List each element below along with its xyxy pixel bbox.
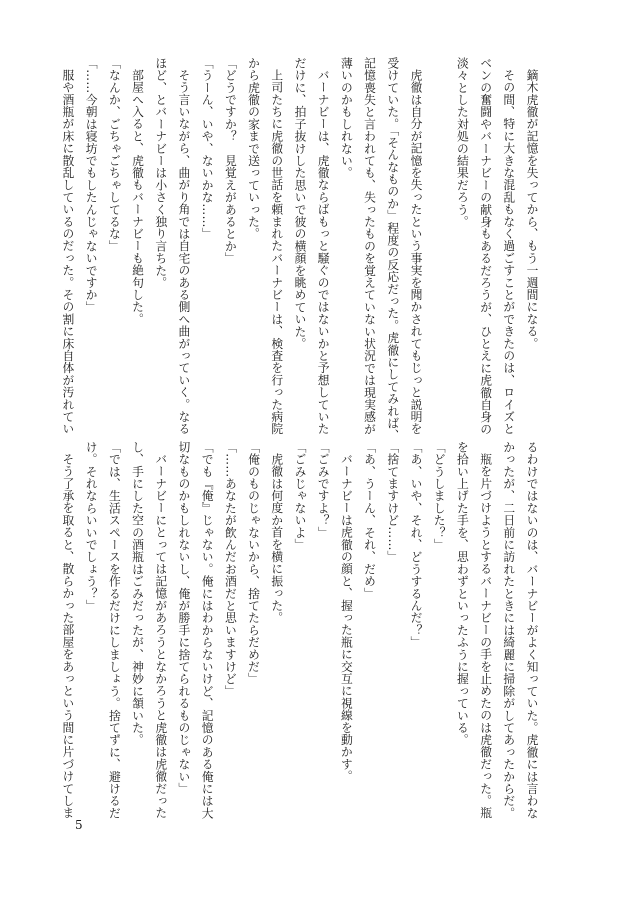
text-line: 「うーん、いや、ないかな……」	[200, 57, 215, 240]
text-block-bottom	[60, 441, 543, 820]
text-line: 「ごみじゃないよ」	[292, 441, 307, 551]
text-line: 淡々とした対処の結果だろう。	[455, 57, 470, 228]
text-line: バーナビーは、虎徹ならばもっと騒ぐのではないかと予想していた	[316, 68, 331, 435]
text-line: そう言いながら、曲がり角では自宅のある側へ曲がっていく。なる	[176, 68, 191, 435]
text-line: ほど、とバーナビーは小さく独り言ちた。	[153, 57, 168, 289]
text-line: 「……今朝は寝坊でもしたんじゃないですか」	[84, 57, 99, 314]
text-line: 「あ、うーん、それ、だめ」	[362, 441, 377, 600]
text-line: その間、特に大きな混乱もなく過ごすことができたのは、ロイズと	[501, 68, 516, 435]
text-line: し、手にした空の酒瓶はごみだったが、神妙に頷いた。	[130, 441, 145, 746]
text-line: 「では、生活スペースを作るだけにしましょう。捨てずに、避けるだ	[107, 441, 122, 820]
text-line: だけに、拍子抜けした思いで彼の横顔を眺めていた。	[292, 57, 307, 350]
text-line: 「……あなたが飲んだお酒だと思いますけど」	[223, 441, 238, 698]
text-line: バーナビーにとっては記憶があろうとなかろうと虎徹は虎徹だった	[153, 452, 168, 819]
text-line	[427, 57, 450, 393]
text-line: 切なものかもしれないし、俺が勝手に捨てられるものじゃない」	[176, 441, 191, 795]
text-line: 記憶喪失と言われても、失ったものを覚えていない状況では現実感が	[362, 57, 377, 436]
text-line: るわけではないのは、バーナビーがよく知っていた。虎徹には言わな	[525, 441, 539, 820]
text-line: 鏑木虎徹が記憶を失ってから、もう一週間になる。	[525, 68, 539, 350]
text-line: 虎徹は何度か首を横に振った。	[269, 452, 284, 624]
text-line: 受けていた。「そんなものか」程度の反応だった。虎徹にしてみれば、	[385, 57, 400, 442]
text-line: 「なんか、ごちゃごちゃしてるな」	[107, 57, 122, 253]
text-line: から虎徹の家まで送っていった。	[246, 57, 261, 240]
text-line: 薄いのかもしれない。	[339, 57, 354, 179]
text-line: 虎徹は自分が記憶を失ったという事実を聞かされてもじっと説明を	[408, 68, 423, 435]
text-line: ベンの奮闘やバーナビーの献身もあるだろうが、ひとえに虎徹自身の	[478, 57, 493, 436]
text-line: 上司たちに虎徹の世話を頼まれたバーナビーは、検査を行った病院	[269, 68, 284, 435]
text-line: 部屋へ入ると、虎徹もバーナビーも絶句した。	[130, 68, 145, 325]
text-line: 「ごみですよ？」	[316, 441, 331, 539]
text-line: バーナビーは虎徹の顔と、握った瓶に交互に視線を動かす。	[339, 452, 354, 783]
text-line: 「でも『俺』じゃない。俺にはわからないけど、記憶のある俺には大	[200, 441, 215, 820]
text-line: 瓶を片づけようとするバーナビーの手を止めたのは虎徹だった。瓶	[478, 452, 493, 819]
text-line: を拾い上げた手を、思わずといったふうに握っている。	[455, 441, 470, 746]
text-line: 服や酒瓶が床に散乱しているのだった。その割に床自体が汚れてい	[60, 68, 75, 435]
text-line: かったが、二日前に訪れたときには綺麗に掃除がしてあったからだ。	[501, 441, 516, 820]
text-line: け。それならいいでしょう？」	[84, 441, 99, 612]
text-line: 「捨てますけど……」	[385, 441, 400, 563]
text-line: 「どうしました？」	[432, 441, 447, 551]
text-line: 「どうですか？ 見覚えがあるとか」	[223, 57, 238, 265]
page-number: 5	[75, 818, 83, 832]
text-block-top	[60, 57, 543, 442]
text-line: そう了承を取ると、散らかった部屋をあっという間に片づけてしま	[60, 452, 75, 819]
text-line: 「あ、いや、それ、どうするんだ？」	[408, 441, 423, 649]
text-line: 「俺のものじゃないから、捨てたらだめだ」	[246, 441, 261, 685]
